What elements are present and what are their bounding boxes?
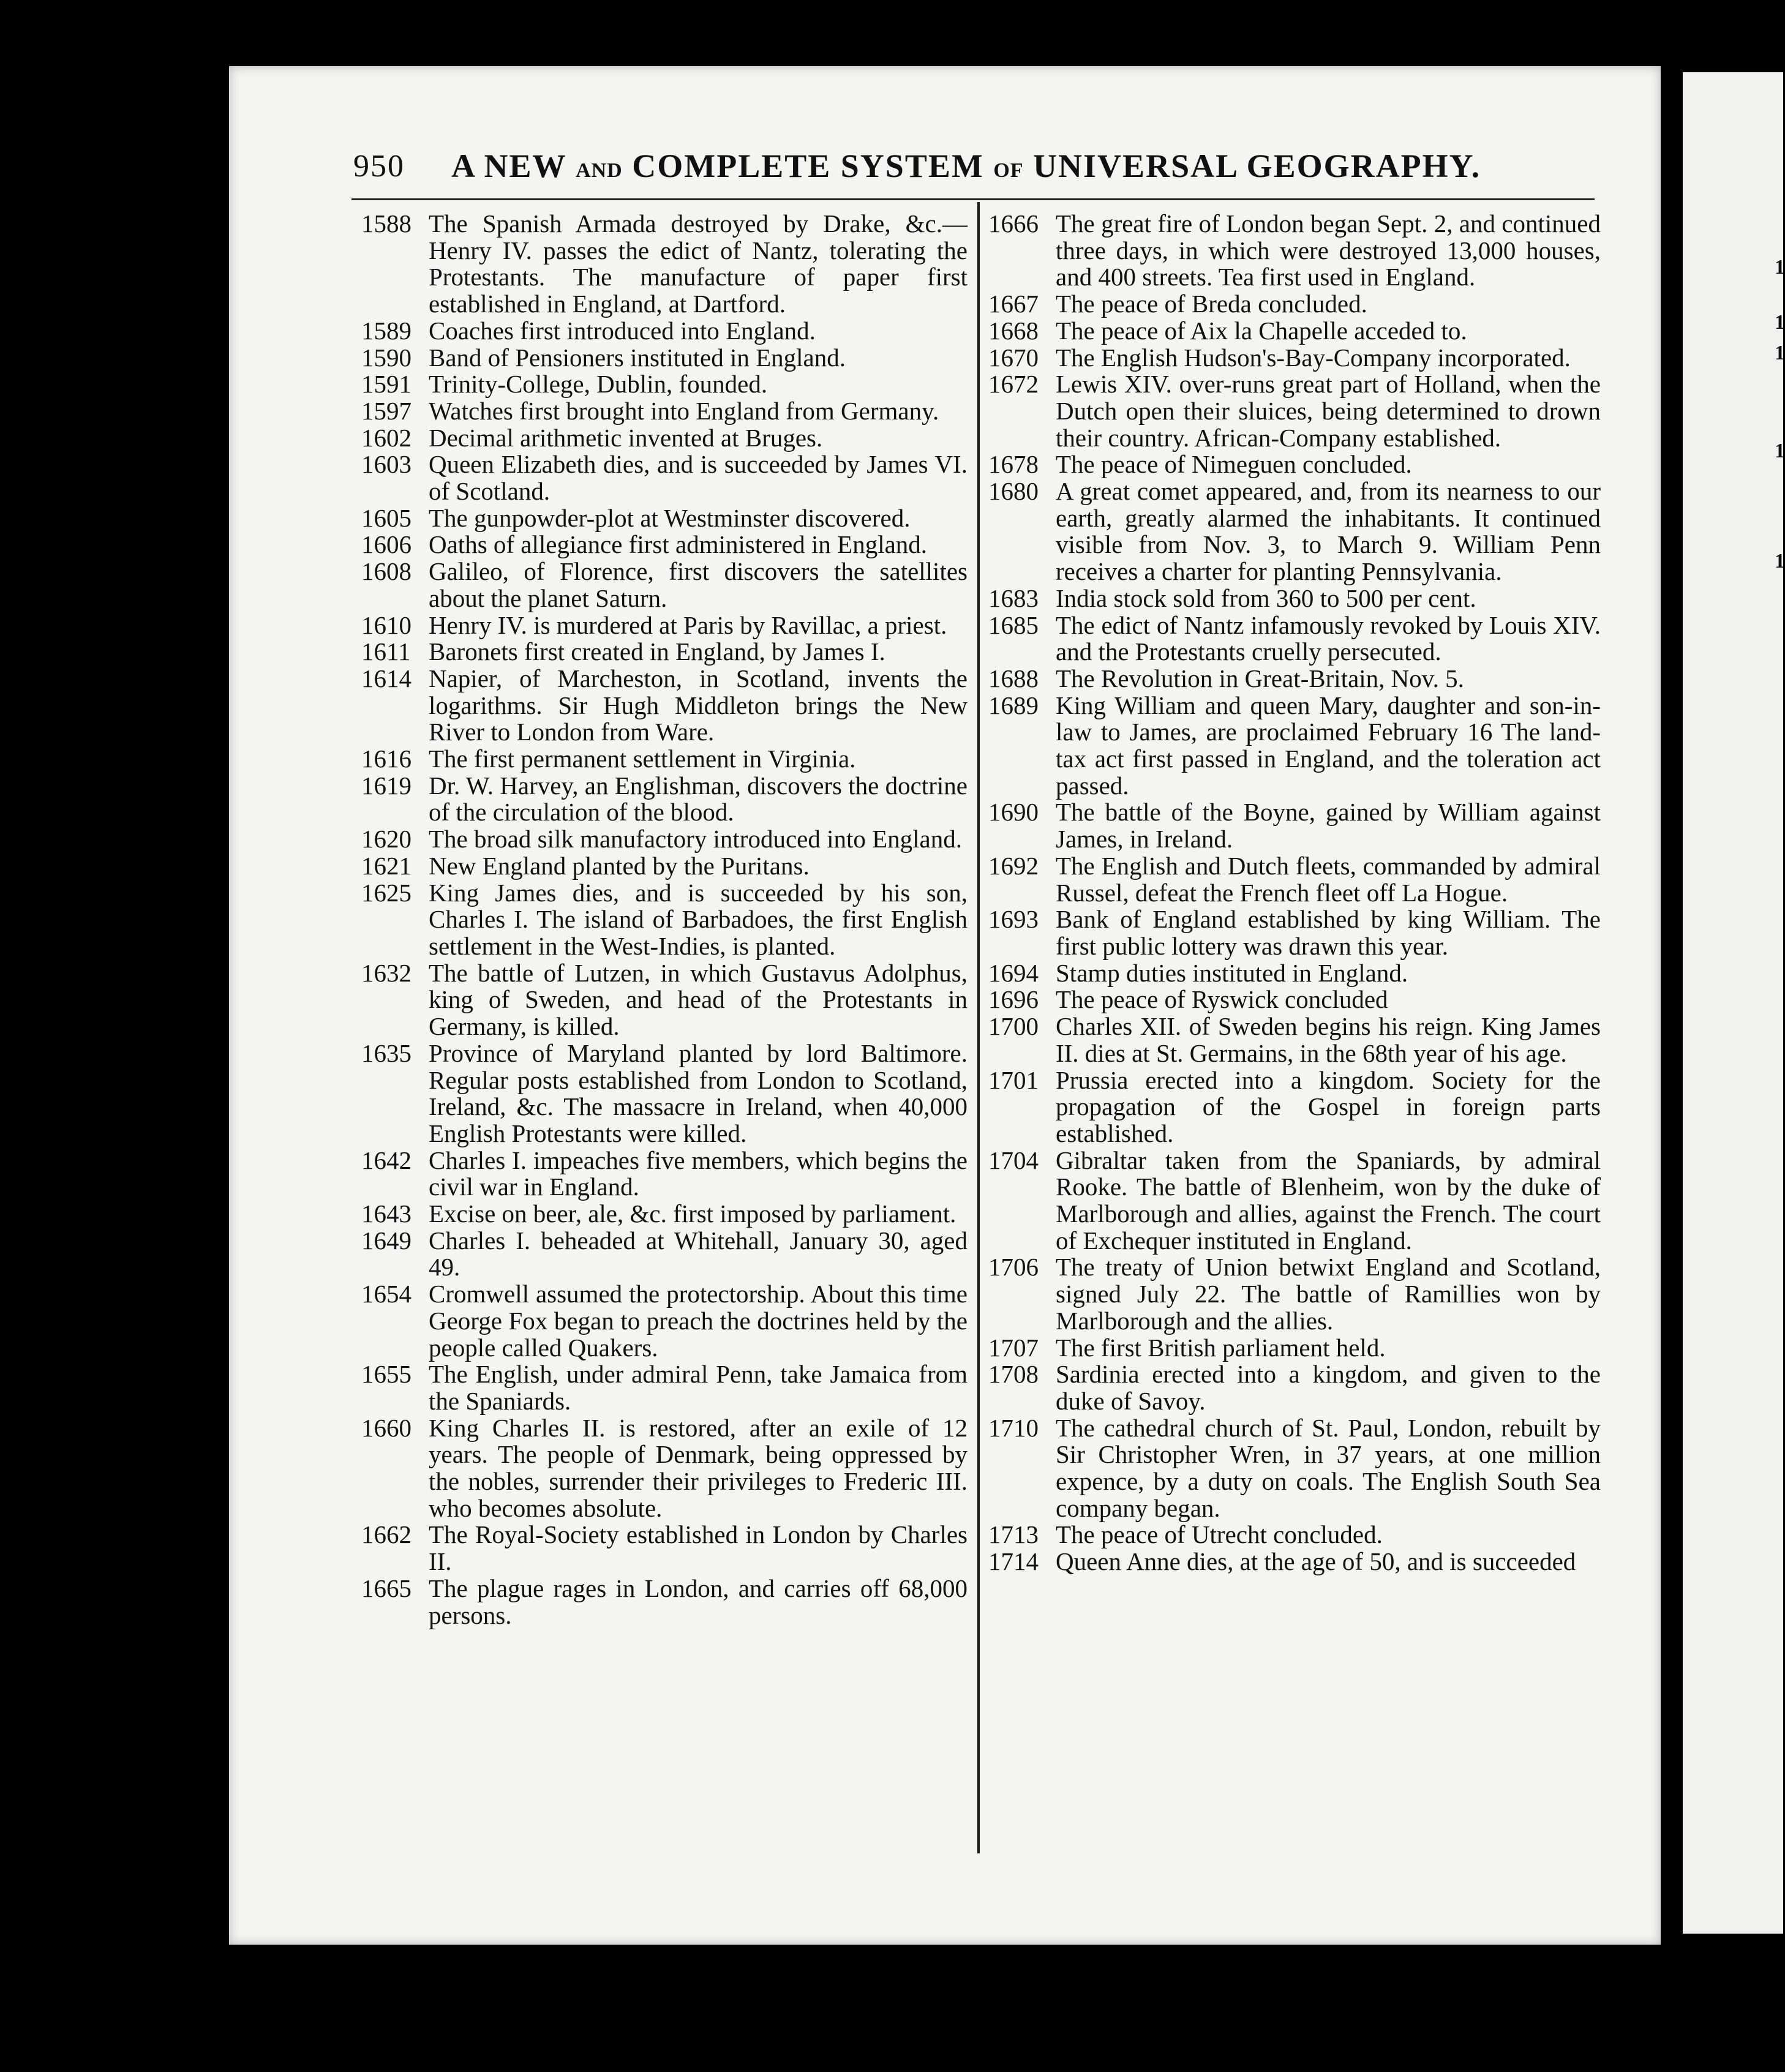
entry-text: King Charles II. is restored, after an exile of 12 years. The people of Denmark, being oppressed by the nobles, surrender their privileges to Frederic III. who becomes absolute. (429, 1413, 968, 1522)
entry-text: The great fire of London began Sept. 2, and continued three days, in which were destroyed 13,000 houses, and 400 streets. Tea first used in England. (1056, 209, 1601, 291)
entry-year: 1590 (361, 343, 411, 372)
chronology-entry (361, 1522, 968, 1575)
page-header (353, 142, 1596, 197)
entry-text: Bank of England established by king William. The first public lottery was drawn this year. (1056, 905, 1601, 960)
running-title (451, 147, 1481, 185)
entry-text: New England planted by the Puritans. (429, 851, 810, 880)
chronology-entry (988, 211, 1601, 291)
next-page-edge (1683, 72, 1783, 1934)
right-column (988, 211, 1601, 1575)
entry-year: 1694 (988, 958, 1039, 987)
chronology-entry (988, 906, 1601, 959)
entry-text: Charles XII. of Sweden begins his reign. King James II. dies at St. Germains, in the 68th year of his age. (1056, 1012, 1601, 1067)
entry-year: 1706 (988, 1253, 1039, 1282)
entry-year: 1666 (988, 209, 1039, 238)
entry-text: King James dies, and is succeeded by his son, Charles I. The island of Barbadoes, the first English settlement in the West-Indies, is planted. (429, 878, 968, 960)
entry-year: 1692 (988, 851, 1039, 880)
chronology-entry (988, 986, 1601, 1013)
entry-year: 1606 (361, 530, 411, 559)
entry-text: The battle of Lutzen, in which Gustavus Adolphus, king of Sweden, and head of the Protestants in Germany, is killed. (429, 958, 968, 1041)
entry-text: Napier, of Marcheston, in Scotland, invents the logarithms. Sir Hugh Middleton brings the New River to London from Ware. (429, 664, 968, 746)
entry-year: 1685 (988, 610, 1039, 639)
entry-text: Coaches first introduced into England. (429, 316, 816, 345)
entry-year: 1655 (361, 1360, 411, 1389)
entry-text: The broad silk manufactory introduced into England. (429, 825, 963, 854)
entry-text: The peace of Utrecht concluded. (1056, 1520, 1383, 1549)
entry-text: The English Hudson's-Bay-Company incorporated. (1056, 343, 1571, 372)
title-part-c: UNIVERSAL GEOGRAPHY. (1033, 148, 1481, 184)
chronology-entry (361, 531, 968, 558)
entry-year: 1708 (988, 1360, 1039, 1389)
entry-text: Prussia erected into a kingdom. Society for the propagation of the Gospel in foreign parts established. (1056, 1065, 1601, 1147)
entry-text: Gibraltar taken from the Spaniards, by admiral Rooke. The battle of Blenheim, won by the duke of Marlborough and allies, against the French. The court of Exchequer instituted in England. (1056, 1146, 1601, 1255)
book-page (229, 66, 1661, 1945)
entry-year: 1680 (988, 477, 1039, 506)
entry-text: Excise on beer, ale, &c. first imposed by parliament. (429, 1199, 956, 1228)
chronology-entry (988, 1361, 1601, 1414)
title-part-a: A NEW (451, 148, 566, 184)
entry-year: 1597 (361, 396, 411, 425)
next-page-fragment: 1 (1775, 256, 1785, 279)
header-rule (351, 198, 1595, 200)
chronology-entry (988, 291, 1601, 318)
chronology-entry (988, 1415, 1601, 1522)
entry-text: The English and Dutch fleets, commanded by admiral Russel, defeat the French fleet off La Hogue. (1056, 851, 1601, 907)
entry-text: The plague rages in London, and carries off 68,000 persons. (429, 1574, 968, 1629)
entry-year: 1689 (988, 691, 1039, 719)
entry-year: 1591 (361, 370, 411, 399)
entry-year: 1690 (988, 798, 1039, 827)
entry-year: 1670 (988, 343, 1039, 372)
entry-year: 1643 (361, 1199, 411, 1228)
chronology-entry (988, 345, 1601, 372)
chronology-entry (361, 505, 968, 532)
chronology-entry (361, 853, 968, 880)
chronology-entry (988, 693, 1601, 800)
chronology-entry (361, 451, 968, 505)
entry-text: Decimal arithmetic invented at Bruges. (429, 423, 823, 452)
entry-text: Sardinia erected into a kingdom, and given to the duke of Savoy. (1056, 1360, 1601, 1415)
chronology-entry (988, 1522, 1601, 1548)
chronology-entry (988, 585, 1601, 612)
chronology-entry (988, 853, 1601, 906)
title-and: AND (576, 159, 623, 182)
entry-year: 1642 (361, 1146, 411, 1174)
entry-year: 1605 (361, 503, 411, 532)
chronology-entry (988, 1548, 1601, 1575)
entry-year: 1632 (361, 958, 411, 987)
entry-year: 1611 (361, 637, 411, 666)
entry-text: A great comet appeared, and, from its nearness to our earth, greatly alarmed the inhabitants. It continued visible from Nov. 3, to March 9. William Penn receives a charter for planting Pennsylvania. (1056, 477, 1601, 586)
column-divider (977, 202, 980, 1853)
entry-year: 1701 (988, 1065, 1039, 1094)
entry-year: 1665 (361, 1574, 411, 1602)
chronology-entry (361, 1281, 968, 1361)
entry-text: Queen Anne dies, at the age of 50, and is succeeded (1056, 1547, 1576, 1576)
next-page-fragment: 1 (1775, 311, 1785, 334)
entry-text: The Spanish Armada destroyed by Drake, &c.— Henry IV. passes the edict of Nantz, tolerating the Protestants. The manufacture of paper first established in England, at Dartford. (429, 209, 968, 318)
chronology-entry (361, 746, 968, 773)
entry-year: 1713 (988, 1520, 1039, 1549)
entry-year: 1614 (361, 664, 411, 693)
chronology-entry (361, 1147, 968, 1201)
chronology-entry (361, 612, 968, 639)
chronology-entry (361, 425, 968, 452)
entry-year: 1616 (361, 745, 411, 773)
entry-year: 1649 (361, 1226, 411, 1255)
chronology-entry (988, 1254, 1601, 1334)
chronology-entry (988, 451, 1601, 478)
entry-year: 1704 (988, 1146, 1039, 1174)
chronology-entry (361, 371, 968, 398)
title-of: OF (993, 159, 1024, 182)
entry-text: The Revolution in Great-Britain, Nov. 5. (1056, 664, 1464, 693)
entry-text: Queen Elizabeth dies, and is succeeded by James VI. of Scotland. (429, 450, 968, 506)
title-part-b: COMPLETE SYSTEM (632, 148, 984, 184)
entry-year: 1678 (988, 450, 1039, 479)
entry-year: 1619 (361, 771, 411, 800)
chronology-entry (361, 345, 968, 372)
chronology-entry (361, 1228, 968, 1281)
chronology-entry (988, 799, 1601, 852)
entry-year: 1667 (988, 290, 1039, 318)
entry-text: India stock sold from 360 to 500 per cent. (1056, 584, 1476, 612)
entry-text: Galileo, of Florence, first discovers the satellites about the planet Saturn. (429, 557, 968, 612)
chronology-entry (361, 318, 968, 345)
chronology-entry (361, 1201, 968, 1228)
entry-text: Stamp duties instituted in England. (1056, 958, 1408, 987)
chronology-entry (361, 1361, 968, 1414)
entry-year: 1588 (361, 209, 411, 238)
entry-text: The gunpowder-plot at Westminster discovered. (429, 503, 911, 532)
entry-year: 1700 (988, 1012, 1039, 1041)
entry-text: The English, under admiral Penn, take Jamaica from the Spaniards. (429, 1360, 968, 1415)
entry-year: 1693 (988, 905, 1039, 934)
entry-text: Baronets first created in England, by James I. (429, 637, 885, 666)
entry-year: 1621 (361, 851, 411, 880)
next-page-fragment: 1 (1775, 440, 1785, 462)
entry-year: 1660 (361, 1413, 411, 1442)
entry-year: 1696 (988, 985, 1039, 1014)
entry-text: The first permanent settlement in Virginia. (429, 745, 856, 773)
entry-year: 1714 (988, 1547, 1039, 1576)
entry-year: 1668 (988, 316, 1039, 345)
entry-text: Cromwell assumed the protectorship. About this time George Fox began to preach the doctrines held by the people called Quakers. (429, 1280, 968, 1362)
entry-text: The peace of Aix la Chapelle acceded to. (1056, 316, 1467, 345)
chronology-entry (988, 1067, 1601, 1147)
chronology-entry (988, 371, 1601, 451)
chronology-entry (361, 211, 968, 318)
entry-text: Henry IV. is murdered at Paris by Ravillac, a priest. (429, 610, 947, 639)
page-number: 950 (353, 149, 405, 184)
entry-year: 1710 (988, 1413, 1039, 1442)
entry-text: The cathedral church of St. Paul, London, rebuilt by Sir Christopher Wren, in 37 years, at one million expence, by a duty on coals. The English South Sea company began. (1056, 1413, 1601, 1522)
entry-year: 1625 (361, 878, 411, 907)
entry-year: 1688 (988, 664, 1039, 693)
entry-text: Province of Maryland planted by lord Baltimore. Regular posts established from London to Scotland, Ireland, &c. The massacre in Ireland, when 40,000 English Protestants were killed. (429, 1038, 968, 1147)
entry-year: 1608 (361, 557, 411, 586)
chronology-entry (988, 1335, 1601, 1362)
entry-text: Charles I. beheaded at Whitehall, January 30, aged 49. (429, 1226, 968, 1282)
chronology-entry (361, 773, 968, 826)
next-page-fragment: 1 (1775, 342, 1785, 364)
entry-year: 1603 (361, 450, 411, 479)
entry-text: The battle of the Boyne, gained by William against James, in Ireland. (1056, 798, 1601, 854)
chronology-entry (361, 398, 968, 425)
chronology-entry (988, 612, 1601, 666)
entry-text: The peace of Ryswick concluded (1056, 985, 1388, 1014)
entry-text: Lewis XIV. over-runs great part of Holland, when the Dutch open their sluices, being determined to drown their country. African-Company established. (1056, 370, 1601, 452)
entry-text: The Royal-Society established in London by Charles II. (429, 1520, 968, 1576)
entry-text: Watches first brought into England from Germany. (429, 396, 939, 425)
chronology-entry (361, 558, 968, 612)
entry-text: Dr. W. Harvey, an Englishman, discovers the doctrine of the circulation of the blood. (429, 771, 968, 827)
entry-year: 1620 (361, 825, 411, 854)
entry-year: 1602 (361, 423, 411, 452)
entry-text: King William and queen Mary, daughter and son-in-law to James, are proclaimed February 16 The land-tax act first passed in England, and the toleration act passed. (1056, 691, 1601, 800)
entry-year: 1707 (988, 1333, 1039, 1362)
entry-text: Oaths of allegiance first administered in England. (429, 530, 928, 559)
chronology-entry (988, 1147, 1601, 1255)
chronology-entry (361, 666, 968, 746)
entry-text: The peace of Breda concluded. (1056, 290, 1367, 318)
chronology-entry (361, 960, 968, 1040)
chronology-entry (361, 639, 968, 666)
chronology-entry (361, 1040, 968, 1147)
entry-year: 1610 (361, 610, 411, 639)
entry-text: The peace of Nimeguen concluded. (1056, 450, 1412, 479)
entry-text: The first British parliament held. (1056, 1333, 1386, 1362)
entry-year: 1589 (361, 316, 411, 345)
chronology-entry (361, 880, 968, 960)
chronology-entry (361, 1415, 968, 1522)
chronology-entry (988, 478, 1601, 585)
chronology-entry (988, 1013, 1601, 1067)
entry-text: Charles I. impeaches five members, which begins the civil war in England. (429, 1146, 968, 1201)
entry-text: Trinity-College, Dublin, founded. (429, 370, 768, 399)
chronology-entry (988, 666, 1601, 693)
entry-text: The treaty of Union betwixt England and Scotland, signed July 22. The battle of Ramillies won by Marlborough and the allies. (1056, 1253, 1601, 1335)
entry-text: Band of Pensioners instituted in England. (429, 343, 846, 372)
chronology-entry (361, 1575, 968, 1629)
chronology-entry (988, 318, 1601, 345)
entry-year: 1654 (361, 1280, 411, 1308)
chronology-entry (988, 960, 1601, 987)
entry-year: 1672 (988, 370, 1039, 399)
next-page-fragment: 1 (1775, 550, 1785, 572)
entry-year: 1635 (361, 1038, 411, 1067)
left-column (361, 211, 968, 1629)
chronology-entry (361, 826, 968, 853)
entry-text: The edict of Nantz infamously revoked by Louis XIV. and the Protestants cruelly persecuted. (1056, 610, 1601, 666)
entry-year: 1662 (361, 1520, 411, 1549)
entry-year: 1683 (988, 584, 1039, 612)
